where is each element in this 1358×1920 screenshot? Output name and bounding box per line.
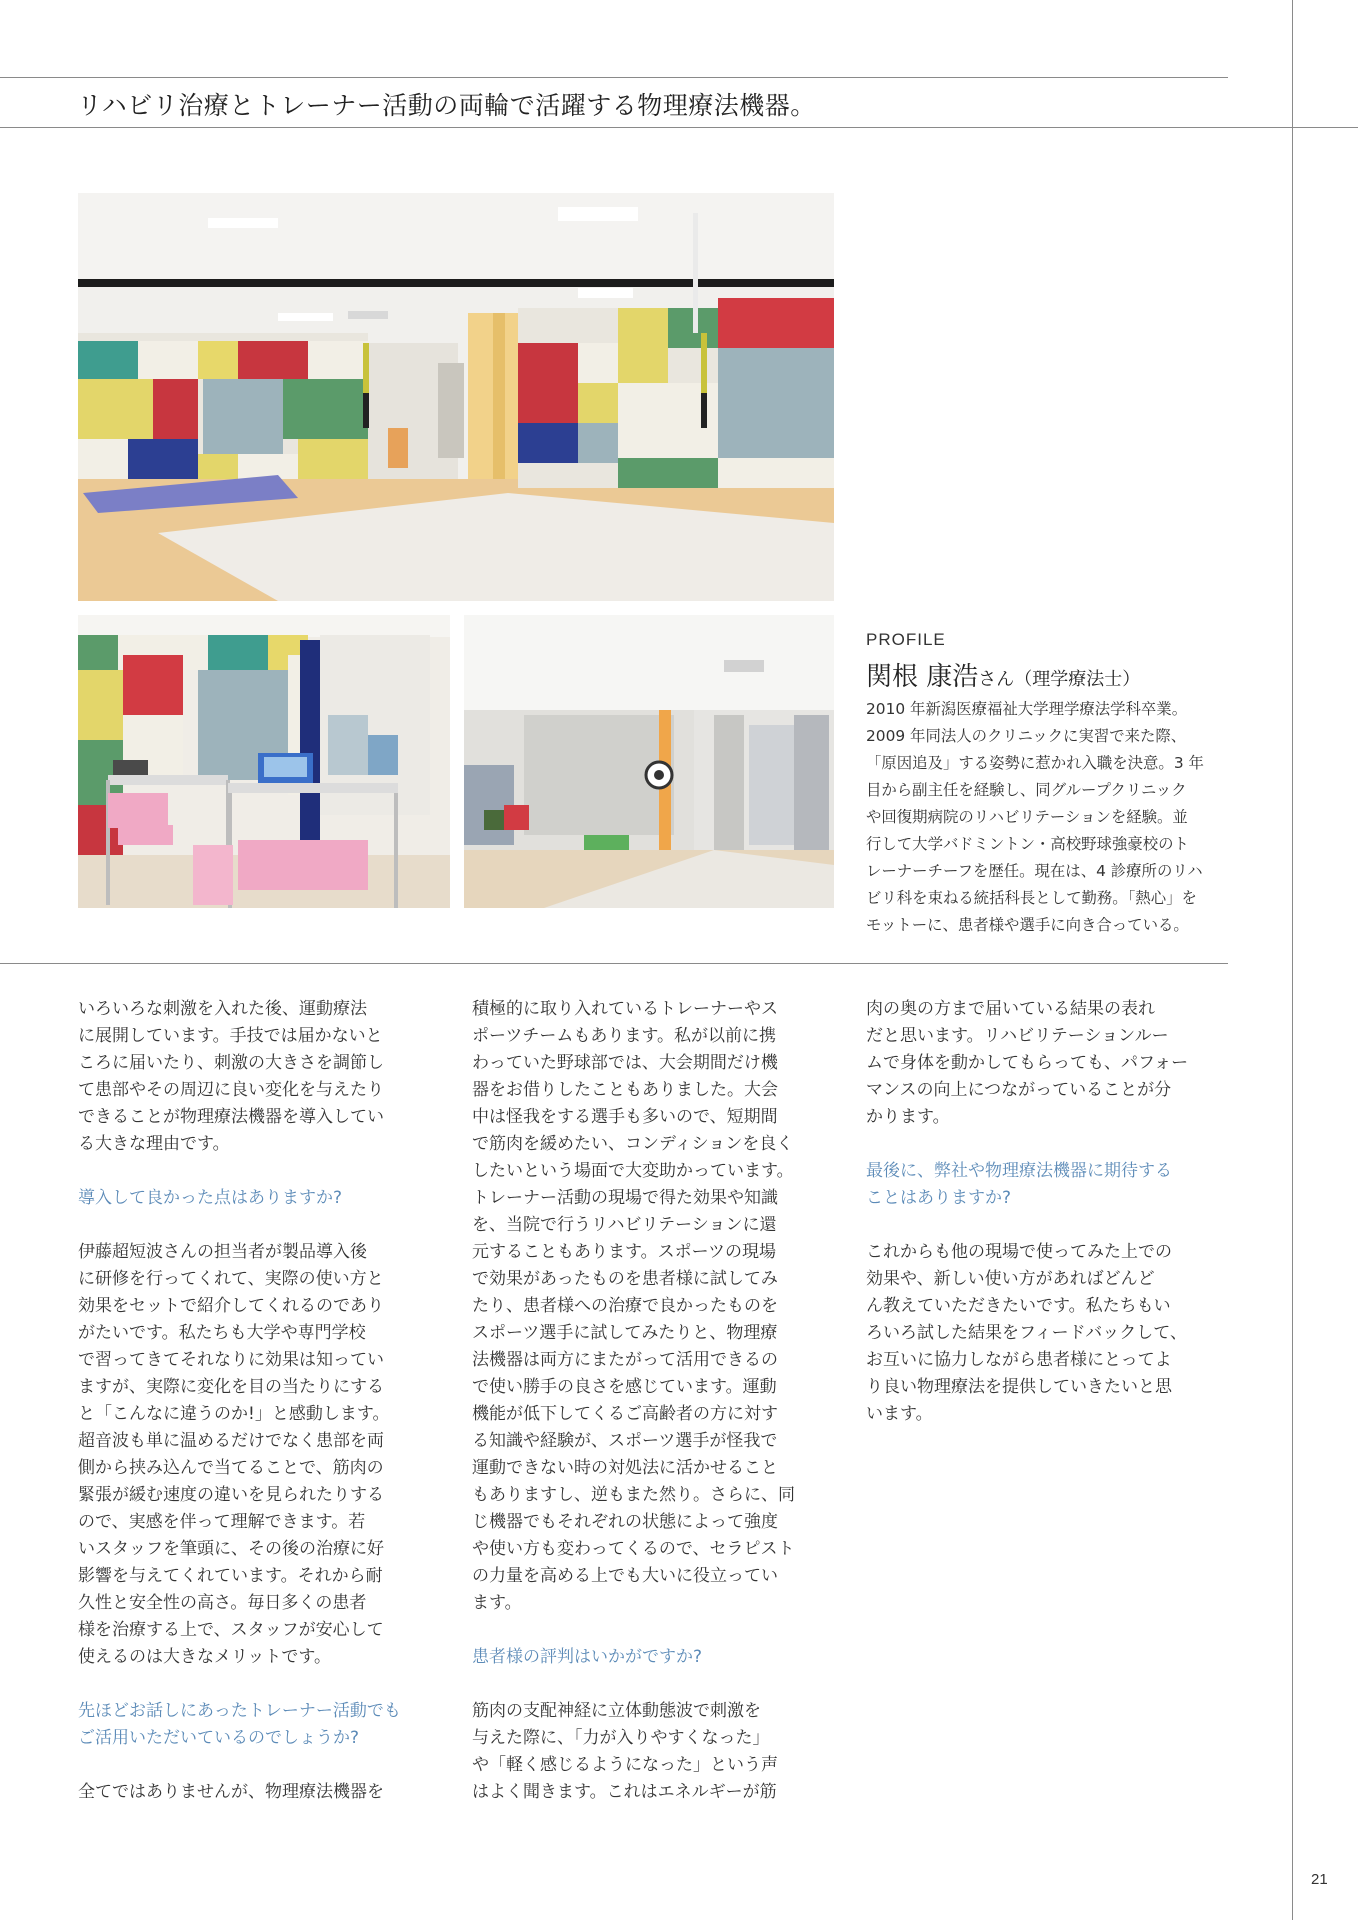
column-3-paragraph-1: 肉の奥の方まで届いている結果の表れ だと思います。リハビリテーションルー ムで身体を動かしてもらっても、パフォー マンスの向上につながっていることが分 かります。 (866, 999, 1189, 1127)
column-1-paragraph-2: 伊藤超短波さんの担当者が製品導入後 に研修を行ってくれて、実際の使い方と 効果をセットで紹介してくれるのであり がたいです。私たちも大学や専門学校 で習ってきてそれなりに効果は知ってい ますが、実際に変化を目の当たりにする と「こんなに違うのか!」と感動します。 超音波も単に温めるだけでなく患部を両 側から挟み込んで当てることで、筋肉の 緊張が緩む速度の違いを見られたりする ので、実感を伴って理解できます。若 いスタッフを筆頭に、その後の治療に好 影響を与えてくれています。それから耐 久性と安全性の高さ。毎日多くの患者 様を治療する上で、スタッフが安心して 使えるのは大きなメリットです。 (78, 1242, 390, 1667)
column-1-question-1: 導入して良かった点はありますか? (78, 1188, 343, 1208)
page-edge-rule (1292, 0, 1293, 1920)
column-3-question-1: 最後に、弊社や物理療法機器に期待する ことはありますか? (866, 1161, 1172, 1208)
section-divider-rule (0, 963, 1228, 964)
page-title: リハビリ治療とトレーナー活動の両輪で活躍する物理療法機器。 (77, 91, 816, 120)
column-1-paragraph-1: いろいろな刺激を入れた後、運動療法 に展開しています。手技では届かないと ころに届いたり、刺激の大きさを調節し て患部やその周辺に良い変化を与えたり できることが物理療法機器を導入してい る大きな理由です。 (78, 999, 384, 1154)
header-top-rule (0, 77, 1228, 78)
article-column-1 (78, 996, 443, 1833)
left-photo (78, 615, 450, 908)
column-2-paragraph-2: 筋肉の支配神経に立体動態波で刺激を 与えた際に、「力が入りやすくなった」 や「軽く感じるようになった」という声 はよく聞きます。これはエネルギーが筋 (472, 1701, 778, 1802)
profile-name-text: 関根 康浩 (866, 662, 979, 692)
column-2-paragraph-1: 積極的に取り入れているトレーナーやス ポーツチームもあります。私が以前に携 わっていた野球部では、大会期間だけ機 器をお借りしたこともありました。大会 中は怪我をする選手も多いので、短期間 で筋肉を緩めたい、コンディションを良く したいという場面で大変助かっています。 トレーナー活動の現場で得た効果や知識 を、当院で行うリハビリテーションに還 元することもあります。スポーツの現場 で効果があったものを患者様に試してみ たり、患者様への治療で良かったものを スポーツ選手に試してみたりと、物理療 法機器は両方にまたがって活用できるの で使い勝手の良さを感じています。運動 機能が低下してくるご高齢者の方に対す る知識や経験が、スポーツ選手が怪我で 運動できない時の対処法に活かせること もありますし、逆もまた然り。さらに、同 じ機器でもそれぞれの状態によって強度 や使い方も変わってくるので、セラピスト の力量を高める上でも大いに役立ってい ます。 (472, 999, 795, 1613)
page-number: 21 (1311, 1871, 1328, 1888)
main-photo (78, 193, 834, 601)
article-column-2 (472, 996, 837, 1833)
article-column-3 (866, 996, 1231, 1455)
header-bottom-rule (0, 127, 1358, 128)
profile-name (866, 656, 1140, 693)
column-2-question-1: 患者様の評判はいかがですか? (472, 1647, 703, 1667)
profile-label: PROFILE (866, 630, 946, 649)
profile-bio: 2010 年新潟医療福祉大学理学療法学科卒業。 2009 年同法人のクリニックに実習で来た際、 「原因追及」する姿勢に惹かれ入職を決意。3 年 目から副主任を経験し、同グループクリニック や回復期病院のリハビリテーションを経験。並 行して大学バドミントン・高校野球強豪校のト レーナーチーフを歴任。現在は、4 診療所のリハ ビリ科を束ねる統括科長として勤務。「熱心」を モットーに、患者様や選手に向き合っている。 (866, 700, 1204, 934)
column-3-paragraph-2: これからも他の現場で使ってみた上での 効果や、新しい使い方があればどんど ん教えていただきたいです。私たちもい ろいろ試した結果をフィードバックして、 お互いに協力しながら患者様にとってよ り良い物理療法を提供していきたいと思 います。 (866, 1242, 1187, 1424)
column-1-question-2: 先ほどお話しにあったトレーナー活動でも ご活用いただいているのでしょうか? (78, 1701, 401, 1748)
right-photo (464, 615, 834, 908)
column-1-paragraph-3: 全てではありませんが、物理療法機器を (78, 1782, 384, 1802)
profile-name-suffix: さん（理学療法士） (978, 669, 1141, 690)
